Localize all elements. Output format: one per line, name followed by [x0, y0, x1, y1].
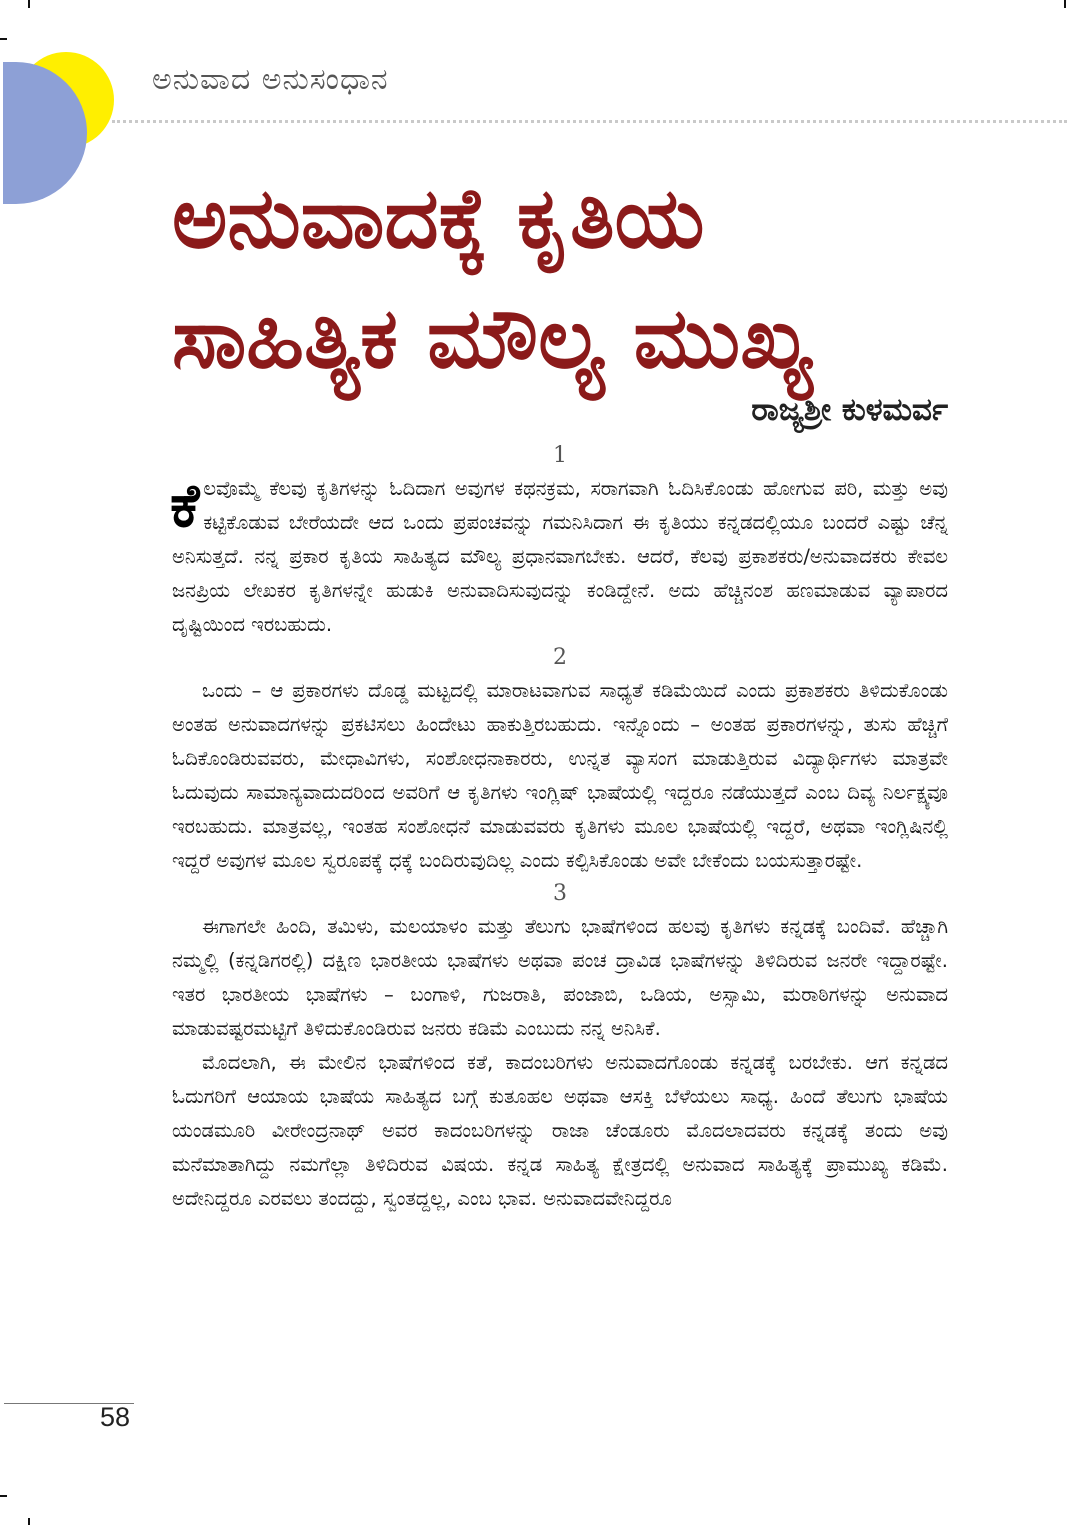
crop-mark-top-left [28, 0, 30, 8]
paragraph: ಮೊದಲಾಗಿ, ಈ ಮೇಲಿನ ಭಾಷೆಗಳಿಂದ ಕತೆ, ಕಾದಂಬರಿಗಳು ಅನುವಾದಗೊಂಡು ಕನ್ನಡಕ್ಕೆ ಬರಬೇಕು. ಆಗ ಕನ್ನಡದ ಓದುಗರಿಗೆ ಆಯಾಯ ಭಾಷೆಯ ಸಾಹಿತ್ಯದ ಬಗ್ಗೆ ಕುತೂಹಲ ಅಥವಾ ಆಸಕ್ತಿ ಬೆಳೆಯಲು ಸಾಧ್ಯ. ಹಿಂದೆ ತೆಲುಗು ಭಾಷೆಯ ಯಂಡಮೂರಿ ವೀರೇಂದ್ರನಾಥ್ ಅವರ ಕಾದಂಬರಿಗಳನ್ನು ರಾಜಾ ಚೆಂಡೂರು ಮೊದಲಾದವರು ಕನ್ನಡಕ್ಕೆ ತಂದು ಅವು ಮನೆಮಾತಾಗಿದ್ದು ನಮಗೆಲ್ಲಾ ತಿಳಿದಿರುವ ವಿಷಯ. ಕನ್ನಡ ಸಾಹಿತ್ಯ ಕ್ಷೇತ್ರದಲ್ಲಿ ಅನುವಾದ ಸಾಹಿತ್ಯಕ್ಕೆ ಪ್ರಾಮುಖ್ಯ ಕಡಿಮೆ. ಅದೇನಿದ್ದರೂ ಎರವಲು ತಂದದ್ದು, ಸ್ವಂತದ್ದಲ್ಲ, ಎಂಬ ಭಾವ. ಅನುವಾದವೇನಿದ್ದರೂ [172, 1051, 948, 1210]
dotted-divider [112, 120, 1067, 123]
paragraph: ಈಗಾಗಲೇ ಹಿಂದಿ, ತಮಿಳು, ಮಲಯಾಳಂ ಮತ್ತು ತೆಲುಗು ಭಾಷೆಗಳಿಂದ ಹಲವು ಕೃತಿಗಳು ಕನ್ನಡಕ್ಕೆ ಬಂದಿವೆ. ಹೆಚ್ಚಾಗಿ ನಮ್ಮಲ್ಲಿ (ಕನ್ನಡಿಗರಲ್ಲಿ) ದಕ್ಷಿಣ ಭಾರತೀಯ ಭಾಷೆಗಳು ಅಥವಾ ಪಂಚ ದ್ರಾವಿಡ ಭಾಷೆಗಳನ್ನು ತಿಳಿದಿರುವ ಜನರೇ ಇದ್ದಾರಷ್ಟೇ. ಇತರ ಭಾರತೀಯ ಭಾಷೆಗಳು – ಬಂಗಾಳಿ, ಗುಜರಾತಿ, ಪಂಜಾಬಿ, ಒಡಿಯ, ಅಸ್ಸಾಮಿ, ಮರಾಠಿಗಳನ್ನು ಅನುವಾದ ಮಾಡುವಷ್ಟರಮಟ್ಟಿಗೆ ತಿಳಿದುಕೊಂಡಿರುವ ಜನರು ಕಡಿಮೆ ಎಂಬುದು ನನ್ನ ಅನಿಸಿಕೆ. [172, 915, 948, 1040]
article-title [172, 158, 1032, 398]
page-number: 58 [100, 1402, 131, 1432]
section-number: 3 [553, 881, 567, 906]
section-number: 1 [553, 443, 567, 468]
paragraph: ಒಂದು – ಆ ಪ್ರಕಾರಗಳು ದೊಡ್ಡ ಮಟ್ಟದಲ್ಲಿ ಮಾರಾಟವಾಗುವ ಸಾಧ್ಯತೆ ಕಡಿಮೆಯಿದೆ ಎಂದು ಪ್ರಕಾಶಕರು ತಿಳಿದುಕೊಂಡು ಅಂತಹ ಅನುವಾದಗಳನ್ನು ಪ್ರಕಟಿಸಲು ಹಿಂದೇಟು ಹಾಕುತ್ತಿರಬಹುದು. ಇನ್ನೊಂದು – ಅಂತಹ ಪ್ರಕಾರಗಳನ್ನು, ತುಸು ಹೆಚ್ಚಿಗೆ ಓದಿಕೊಂಡಿರುವವರು, ಮೇಧಾವಿಗಳು, ಸಂಶೋಧನಾಕಾರರು, ಉನ್ನತ ವ್ಯಾಸಂಗ ಮಾಡುತ್ತಿರುವ ವಿದ್ಯಾರ್ಥಿಗಳು ಮಾತ್ರವೇ ಓದುವುದು ಸಾಮಾನ್ಯವಾದುದರಿಂದ ಅವರಿಗೆ ಆ ಕೃತಿಗಳು ಇಂಗ್ಲಿಷ್ ಭಾಷೆಯಲ್ಲಿ ಇದ್ದರೂ ನಡೆಯುತ್ತದೆ ಎಂಬ ದಿವ್ಯ ನಿರ್ಲಕ್ಷ್ಯವೂ ಇರಬಹುದು. ಮಾತ್ರವಲ್ಲ, ಇಂತಹ ಸಂಶೋಧನೆ ಮಾಡುವವರು ಕೃತಿಗಳು ಮೂಲ ಭಾಷೆಯಲ್ಲಿ ಇದ್ದರೆ, ಅಥವಾ ಇಂಗ್ಲಿಷಿನಲ್ಲಿ ಇದ್ದರೆ ಅವುಗಳ ಮೂಲ ಸ್ವರೂಪಕ್ಕೆ ಧಕ್ಕೆ ಬಂದಿರುವುದಿಲ್ಲ ಎಂದು ಕಲ್ಪಿಸಿಕೊಂಡು ಅವೇ ಬೇಕೆಂದು ಬಯಸುತ್ತಾರಷ್ಟೇ. [172, 679, 948, 872]
paragraph [172, 472, 948, 642]
paragraph-text: ಲವೊಮ್ಮೆ ಕೆಲವು ಕೃತಿಗಳನ್ನು ಓದಿದಾಗ ಅವುಗಳ ಕಥನಕ್ರಮ, ಸರಾಗವಾಗಿ ಓದಿಸಿಕೊಂಡು ಹೋಗುವ ಪರಿ, ಮತ್ತು ಅವು ಕಟ್ಟಿಕೊಡುವ ಬೇರೆಯದೇ ಆದ ಒಂದು ಪ್ರಪಂಚವನ್ನು ಗಮನಿಸಿದಾಗ ಈ ಕೃತಿಯು ಕನ್ನಡದಲ್ಲಿಯೂ ಬಂದರೆ ಎಷ್ಟು ಚೆನ್ನ ಅನಿಸುತ್ತದೆ. ನನ್ನ ಪ್ರಕಾರ ಕೃತಿಯ ಸಾಹಿತ್ಯದ ಮೌಲ್ಯ ಪ್ರಧಾನವಾಗಬೇಕು. ಆದರೆ, ಕೆಲವು ಪ್ರಕಾಶಕರು/ಅನುವಾದಕರು ಕೇವಲ ಜನಪ್ರಿಯ ಲೇಖಕರ ಕೃತಿಗಳನ್ನೇ ಹುಡುಕಿ ಅನುವಾದಿಸುವುದನ್ನು ಕಂಡಿದ್ದೇನೆ. ಅದು ಹೆಚ್ಚಿನಂಶ ಹಣಮಾಡುವ ವ್ಯಾಪಾರದ ದೃಷ್ಟಿಯಿಂದ ಇರಬಹುದು. [172, 477, 948, 636]
drop-cap: ಕೆ [170, 471, 200, 541]
crop-mark-left-upper [0, 38, 7, 40]
article-title-line-2: ಸಾಹಿತ್ಯಿಕ ಮೌಲ್ಯ ಮುಖ್ಯ [172, 289, 813, 387]
section-number: 2 [553, 645, 567, 670]
crop-mark-bottom-left [28, 1518, 30, 1525]
article-body [172, 440, 948, 1216]
article-title-line-1: ಅನುವಾದಕ್ಕೆ ಕೃತಿಯ [172, 169, 705, 267]
crop-mark-top-right [1064, 0, 1066, 8]
section-label: ಅನುವಾದ ಅನುಸಂಧಾನ [152, 62, 389, 97]
crop-mark-left-lower [0, 1495, 7, 1497]
author-name: ರಾಜ್ಯಶ್ರೀ ಕುಳಮರ್ವ [751, 392, 948, 428]
